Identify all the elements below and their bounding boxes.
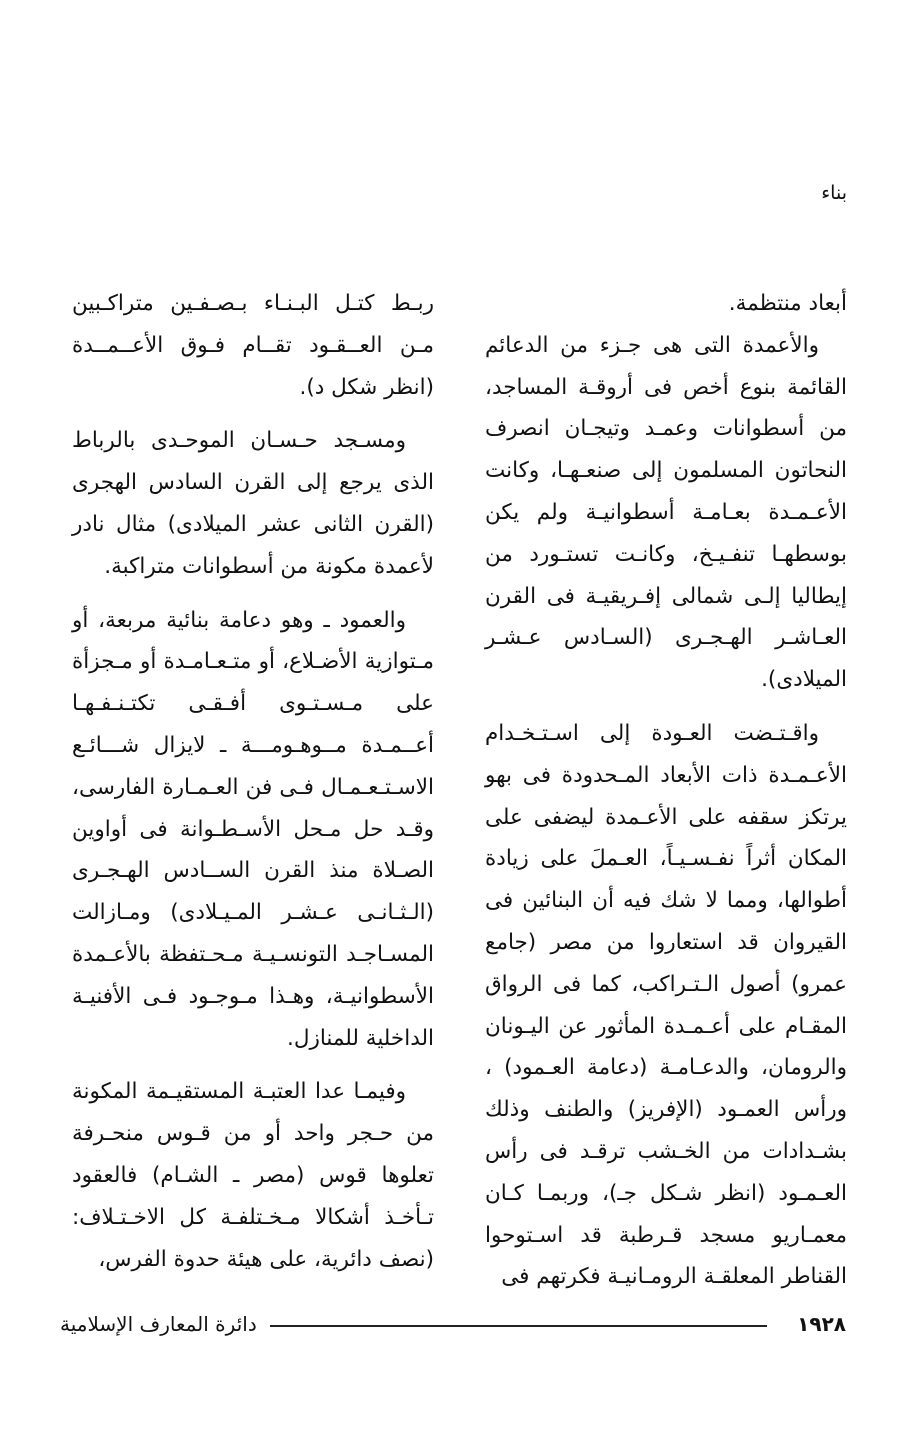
left-column (72, 283, 434, 1280)
publication-title: دائرة المعارف الإسلامية (60, 1312, 257, 1336)
paragraph: ومسـجد حـسـان الموحـدى بالرباط الذى يرجع إلى القرن السادس الهجرى (القرن الثانى عشر الميلادى) مثال نادر لأعمدة مكونة من أسطوانات متراكبة. (72, 428, 434, 579)
page-number: ١٩٢٨ (797, 1312, 846, 1336)
footer-divider (270, 1325, 767, 1327)
paragraph: ربـط كتـل البـنـاء بـصـفـين متراكـبين مـن العــقـود تقــام فـوق الأعــمــدة (انظر شكل د). (72, 291, 434, 400)
paragraph: والعمود ـ وهو دعامة بنائية مربعة، أو مـتوازية الأضـلاع، أو متـعـامـدة أو مـجزأة على مـسـتـوى أفـقـى تكتـنـفـهـا أعــمـدة مــوهـومـــة ـ لايزال شـــائـع الاسـتـعـمـال فـى فن العـمـارة الفارسى، وقـد حل مـحل الأسـطـوانة فى أواوين الصـلاة منذ القرن الســادس الهـجـرى (الـثـانـى عـشـر المـيـلادى) ومـازالت المسـاجـد التونسـيـة مـحـتفظة بالأعـمدة الأسطوانيـة، وهـذا مـوجـود فـى الأفنيـة الداخلية للمنازل. (72, 607, 434, 1051)
paragraph: أبعاد منتظمة. (728, 291, 847, 316)
running-head: بناء (821, 182, 847, 204)
right-column (485, 283, 847, 1298)
paragraph: والأعمدة التى هى جـزء من الدعائم القائمة بنوع أخص فى أروقـة المساجد، من أسطوانات وعمـد وتيجـان انصرف النحاتون المسلمون إلى صنعـهـا، وكانت الأعـمـدة بعـامـة أسطوانيـة ولم يكن بوسطهـا تنفـيـخ، وكانـت تستـورد من إيطاليا إلـى شمالى إفـريقيـة فى القرن العـاشـر الهـجـرى (السـادس عـشـر الميلادى). (485, 332, 847, 693)
paragraph: وفيمـا عدا العتبـة المستقيـمة المكونة من حـجر واحد أو من قـوس منحـرفة تعلوها قوس (مصر ـ الشـام) فالعقود تـأخـذ أشكالا مـخـتلفـة كل الاخـتـلاف: (نصف دائرية، على هيئة حدوة الفرس، (72, 1079, 434, 1272)
paragraph: واقـتـضت العـودة إلى اسـتـخـدام الأعـمـدة ذات الأبعاد المـحدودة فى بهو يرتكز سقفه على الأعـمدة ليضفى على المكان أثراً نفـسـيـاً، العـملَ على زيادة أطوالها، ومما لا شك فيه أن البنائين فى القيروان قد استعاروا من مصر (جامع عمرو) أصول الـتـراكب، كما فى الرواق المقـام على أعـمـدة المأثور عن اليـونان والرومان، والدعـامـة (دعامة العـمود) ، ورأس العمـود (الإفريز) والطنف وذلك بشـدادات من الخـشب ترقـد فى رأس العـمـود (انظر شـكل جـ)، وربمـا كـان معمـاريو مسجد قـرطبة قد اسـتوحوا القناطر المعلقـة الرومـانيـة فكرتهم فى (485, 720, 847, 1290)
page-footer (60, 1308, 846, 1340)
